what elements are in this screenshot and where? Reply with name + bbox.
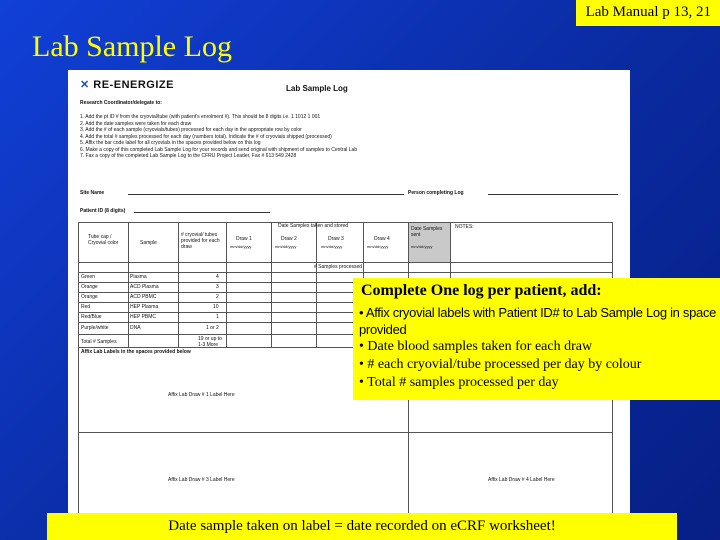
callout-list xyxy=(359,304,719,392)
page-reference: Lab Manual p 13, 21 xyxy=(576,0,720,26)
total-label: Total # Samples xyxy=(81,339,117,345)
logo-mark-icon: ✕ xyxy=(80,79,90,91)
instruction-step: 3. Add the # of each sample (cryovials/tubes) processed for each day in the appropriate row by color xyxy=(80,127,302,133)
instruction-step: 6. Make a copy of this completed Lab Sample Log for your records and send original with shipment of samples to Central Lab xyxy=(80,146,358,153)
samples-processed-label: # Samples processed xyxy=(314,264,363,270)
callout-item: • Total # samples processed per day xyxy=(359,375,559,390)
row-count: 10 xyxy=(213,304,219,310)
instruction-step: 1. Add the pt ID # from the cryovial/tube (with patient's enrolment #). This should be 8 digits i.e. 1 1012 1 001 xyxy=(80,114,321,120)
site-label: Site Name xyxy=(80,190,105,196)
row-sample: DNA xyxy=(130,325,141,331)
affix-draw-4: Affix Lab Draw # 4 Label Here xyxy=(488,477,555,483)
row-sample: ACD Plasma xyxy=(130,284,159,290)
grid-line xyxy=(78,262,613,263)
row-count: 4 xyxy=(216,274,219,280)
grid-line xyxy=(226,222,227,347)
grid-line xyxy=(78,432,613,433)
grid-line xyxy=(271,222,272,347)
date-format: mm/dd/yyyy xyxy=(275,244,297,249)
instruction-step: 7. Fax a copy of the completed Lab Sample Log to the CFRU Project Leader, Fax # 613 549 2428 xyxy=(80,153,297,159)
callout-title: Complete One log per patient, add: xyxy=(361,282,602,299)
total-value: 19 or up to 1-3 More xyxy=(198,336,222,348)
logo-suffix: ENERGIZE xyxy=(113,79,174,91)
row-color: Green xyxy=(81,274,95,280)
col-header-draw-1: Draw 1 xyxy=(236,236,252,242)
grid-line xyxy=(128,222,129,347)
row-color: Orange xyxy=(81,294,98,300)
slide-title: Lab Sample Log xyxy=(32,30,232,63)
footer-banner: Date sample taken on label = date recorded on eCRF worksheet! xyxy=(47,513,677,540)
grid-line xyxy=(316,222,317,347)
col-header-draw-2: Draw 2 xyxy=(281,236,297,242)
col-header-draw-4: Draw 4 xyxy=(374,236,390,242)
col-header-notes: NOTES: xyxy=(455,224,474,230)
callout-item: • # each cryovial/tube processed per day by colour xyxy=(359,357,642,372)
col-header-sample: Sample xyxy=(140,240,157,246)
instruction-step: 4. Add the total # samples processed for each day (numbers total). Indicate the # of cryovials shipped (processed) xyxy=(80,133,332,140)
callout-item: • Affix cryovial labels with Patient ID# to Lab Sample Log in space provided xyxy=(359,305,717,337)
instruction-callout xyxy=(353,278,720,400)
row-count: 3 xyxy=(216,284,219,290)
affix-draw-3: Affix Lab Draw # 3 Label Here xyxy=(168,477,235,483)
row-color: Red xyxy=(81,304,91,310)
row-sample: Plasma xyxy=(130,274,147,280)
row-count: 1 xyxy=(216,314,219,320)
col-header-date-sent: Date Samples sent xyxy=(411,226,443,238)
logo xyxy=(80,78,174,91)
grid-line xyxy=(178,222,179,347)
row-sample: HEP Plasma xyxy=(130,304,159,310)
affix-header: Affix Lab Labels in the spaces provided below xyxy=(81,349,191,355)
date-format: mm/dd/yyyy xyxy=(367,244,389,249)
person-label: Person completing Log xyxy=(408,190,464,196)
date-format: mm/dd/yyyy xyxy=(230,244,252,249)
date-format: mm/dd/yyyy xyxy=(411,244,433,249)
callout-item: • Date blood samples taken for each draw xyxy=(359,339,593,354)
date-format: mm/dd/yyyy xyxy=(321,244,343,249)
grid-line xyxy=(78,222,79,517)
row-sample: ACD PBMC xyxy=(130,294,157,300)
row-color: Orange xyxy=(81,284,98,290)
instruction-list xyxy=(80,114,600,160)
logo-prefix: RE- xyxy=(93,79,114,91)
instruction-step: 2. Add the date samples were taken for each draw xyxy=(80,120,192,127)
row-count: 2 xyxy=(216,294,219,300)
patient-label: Patient ID (8 digits) xyxy=(80,208,126,214)
grid-line xyxy=(78,272,613,273)
col-header-tube: Tube cap / Cryovial color xyxy=(88,234,119,246)
affix-draw-1: Affix Lab Draw # 1 Label Here xyxy=(168,392,235,398)
sheet-title: Lab Sample Log xyxy=(286,84,348,93)
person-line xyxy=(488,194,618,195)
row-sample: HEP PBMC xyxy=(130,314,157,320)
research-label: Research Coordinator/delegate to: xyxy=(80,100,162,106)
col-header-draw-3: Draw 3 xyxy=(328,236,344,242)
col-header-cryovial: # cryovial/ tubes provided for each draw xyxy=(181,232,220,250)
col-header-dates: Date Samples taken and stored xyxy=(278,223,349,229)
row-count: 1 or 2 xyxy=(206,325,219,331)
site-line xyxy=(128,194,404,195)
row-color: Red/Blue xyxy=(81,314,102,320)
row-color: Purple/white xyxy=(81,325,109,331)
instruction-step: 5. Affix the bar code label for all cryovials in the spaces provided below on this log xyxy=(80,140,261,146)
patient-line xyxy=(134,212,270,213)
